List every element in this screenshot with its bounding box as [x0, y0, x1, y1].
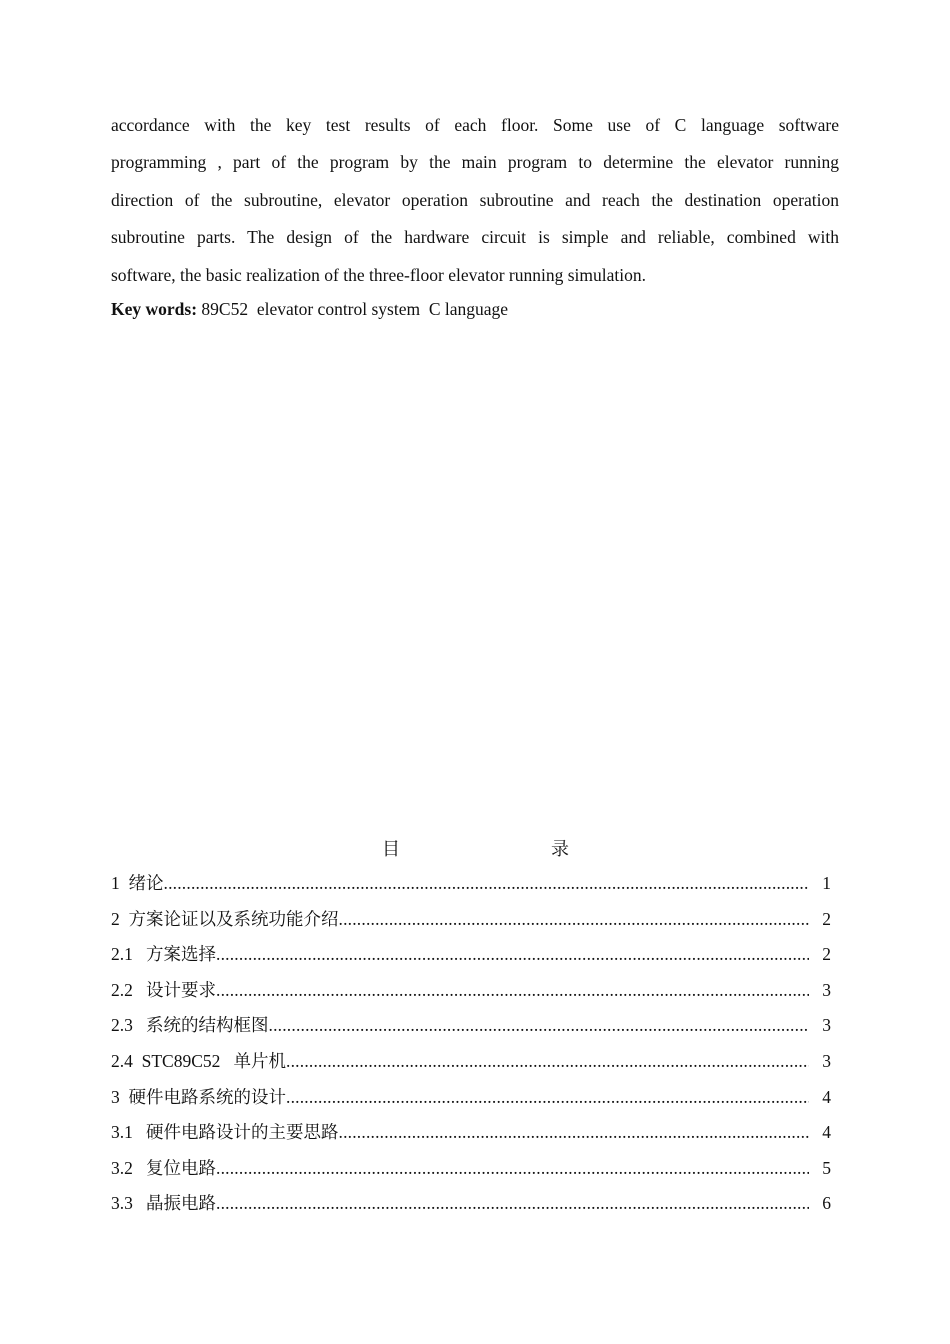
- abstract-line: subroutine parts. The design of the hardware circuit is simple and reliable, combined with: [111, 227, 839, 248]
- toc-dot-leader: [286, 1084, 809, 1110]
- toc-entry-page: 4: [822, 1122, 831, 1143]
- abstract-line: software, the basic realization of the three-floor elevator running simulation.: [111, 264, 647, 285]
- toc-dot-leader: [164, 870, 810, 896]
- toc-entry-label: 2.2 设计要求: [111, 979, 216, 1000]
- keywords-value: 89C52 elevator control system C language: [197, 299, 509, 319]
- toc-entry-label: 3.2 复位电路: [111, 1157, 216, 1178]
- toc-entry-page: 2: [822, 908, 831, 929]
- toc-entry-label: 2 方案论证以及系统功能介绍: [111, 908, 339, 929]
- abstract-line: programming , part of the program by the main program to determine the elevator running: [111, 152, 839, 173]
- toc-entry-page: 3: [822, 979, 831, 1000]
- toc-entry-label: 3 硬件电路系统的设计: [111, 1086, 286, 1107]
- toc-dot-leader: [216, 941, 809, 967]
- toc-entry-label: 3.3 晶振电路: [111, 1193, 216, 1214]
- toc-entry[interactable]: [111, 1190, 831, 1226]
- toc-entry[interactable]: [111, 1012, 831, 1048]
- toc-entry-page: 3: [822, 1015, 831, 1036]
- toc-entry-label: 1 绪论: [111, 873, 164, 893]
- toc-entry-label: 2.3 系统的结构框图: [111, 1015, 269, 1036]
- toc-entry[interactable]: [111, 1155, 831, 1191]
- toc-entry[interactable]: [111, 1048, 831, 1084]
- table-of-contents: [111, 870, 831, 1226]
- toc-entry[interactable]: [111, 870, 831, 906]
- toc-entry[interactable]: [111, 977, 831, 1013]
- abstract-paragraph: [111, 107, 839, 294]
- toc-entry-page: 3: [822, 1050, 831, 1071]
- toc-dot-leader: [216, 977, 809, 1003]
- toc-entry-page: 1: [822, 873, 831, 893]
- toc-dot-leader: [269, 1012, 810, 1038]
- toc-dot-leader: [216, 1155, 809, 1181]
- toc-entry-page: 5: [822, 1157, 831, 1178]
- abstract-line: direction of the subroutine, elevator operation subroutine and reach the destination operation: [111, 189, 839, 210]
- toc-entry[interactable]: [111, 1084, 831, 1120]
- toc-entry-label: 3.1 硬件电路设计的主要思路: [111, 1122, 339, 1143]
- toc-entry[interactable]: [111, 1119, 831, 1155]
- toc-entry-label: 2.4 STC89C52 单片机: [111, 1050, 287, 1071]
- keywords: [111, 296, 508, 322]
- toc-title-left: 目: [382, 839, 400, 859]
- toc-entry-page: 6: [822, 1193, 831, 1214]
- abstract-line: accordance with the key test results of each floor. Some use of C language software: [111, 115, 839, 135]
- keywords-label: Key words:: [111, 299, 198, 319]
- toc-entry-page: 2: [822, 944, 831, 965]
- toc-dot-leader: [339, 906, 810, 932]
- toc-entry-label: 2.1 方案选择: [111, 944, 216, 965]
- toc-entry[interactable]: [111, 906, 831, 942]
- toc-title-right: 录: [551, 839, 569, 859]
- toc-entry[interactable]: [111, 941, 831, 977]
- toc-dot-leader: [339, 1119, 810, 1145]
- toc-dot-leader: [286, 1048, 809, 1074]
- toc-dot-leader: [216, 1190, 809, 1216]
- toc-entry-page: 4: [822, 1086, 831, 1107]
